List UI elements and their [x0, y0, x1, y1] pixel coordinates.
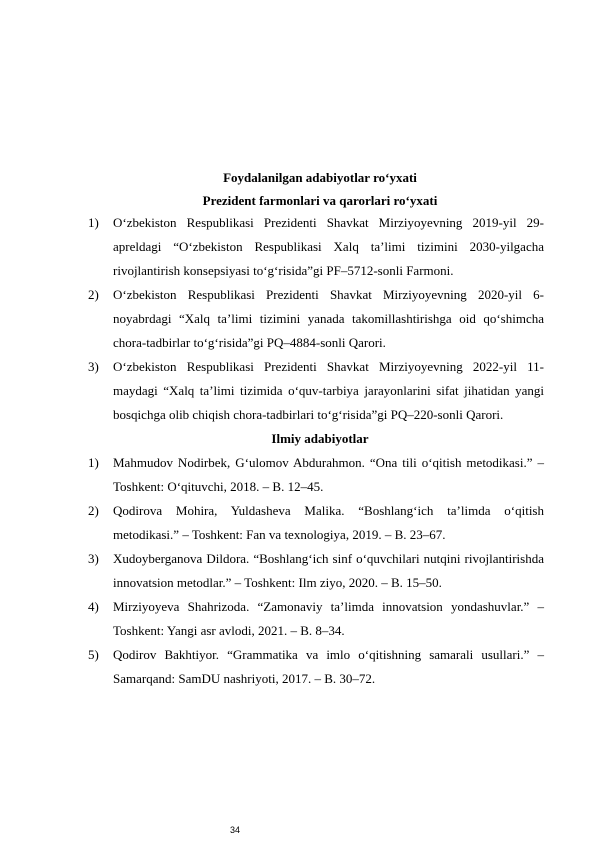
- page-title: Foydalanilgan adabiyotlar ro‘yxati: [223, 170, 417, 185]
- literature-list: [88, 451, 544, 691]
- list-item: [88, 499, 544, 547]
- list-item-number: 4): [88, 599, 99, 614]
- list-item-text: Mirziyoyeva Shahrizoda. “Zamonaviy ta’limda innovatsion yondashuvlar.” – Toshkent: Yangi asr avlodi, 2021. – B. 8–34.: [113, 599, 544, 638]
- list-item: [88, 283, 544, 355]
- list-item: [88, 211, 544, 283]
- list-item-text: Qodirova Mohira, Yuldasheva Malika. “Boshlang‘ich ta’limda o‘qitish metodikasi.” – Toshkent: Fan va texnologiya, 2019. – B. 23–67.: [113, 503, 544, 542]
- list-item-text: Mahmudov Nodirbek, G‘ulomov Abdurahmon. “Ona tili o‘qitish metodikasi.” – Toshkent: O‘qituvchi, 2018. – B. 12–45.: [113, 455, 544, 494]
- list-item-text: O‘zbekiston Respublikasi Prezidenti Shavkat Mirziyoyevning 2020-yil 6-noyabrdagi “Xalq ta’limi tizimini yanada takomillashtirishga oid qo‘shimcha chora-tadbirlar to‘g‘risida”gi PQ–4884-sonli Qarori.: [113, 287, 544, 350]
- page-number: 34: [230, 825, 241, 835]
- list-item-text: O‘zbekiston Respublikasi Prezidenti Shavkat Mirziyoyevning 2022-yil 11-maydagi “Xalq ta’limi tizimida o‘quv-tarbiya jarayonlarini sifat jihatidan yangi bosqichga olib chiqish chora-tadbirlari to‘g‘risida”gi PQ–220-sonli Qarori.: [113, 359, 544, 422]
- list-item-text: Qodirov Bakhtiyor. “Grammatika va imlo o‘qitishning samarali usullari.” – Samarqand: SamDU nashriyoti, 2017. – B. 30–72.: [113, 647, 544, 686]
- list-item-number: 2): [88, 503, 99, 518]
- list-item-text: Xudoyberganova Dildora. “Boshlang‘ich sinf o‘quvchilari nutqini rivojlantirishda innovatsion metodlar.” – Toshkent: Ilm ziyo, 2020. – B. 15–50.: [113, 551, 544, 590]
- list-item-number: 5): [88, 647, 99, 662]
- list-item: [88, 451, 544, 499]
- literature-heading: Ilmiy adabiyotlar: [271, 431, 369, 446]
- list-item-number: 1): [88, 455, 99, 470]
- list-item-text: O‘zbekiston Respublikasi Prezidenti Shavkat Mirziyoyevning 2019-yil 29-apreldagi “O‘zbekiston Respublikasi Xalq ta’limi tizimini 2030-yilgacha rivojlantirish konsepsiyasi to‘g‘risida”gi PF–5712-sonli Farmoni.: [113, 215, 544, 278]
- list-item-number: 2): [88, 287, 99, 302]
- decrees-list: [88, 211, 544, 427]
- decrees-heading: Prezident farmonlari va qarorlari ro‘yxati: [202, 193, 438, 208]
- list-item: [88, 643, 544, 691]
- list-item: [88, 547, 544, 595]
- list-item-number: 3): [88, 551, 99, 566]
- list-item-number: 1): [88, 215, 99, 230]
- list-item-number: 3): [88, 359, 99, 374]
- list-item: [88, 595, 544, 643]
- list-item: [88, 355, 544, 427]
